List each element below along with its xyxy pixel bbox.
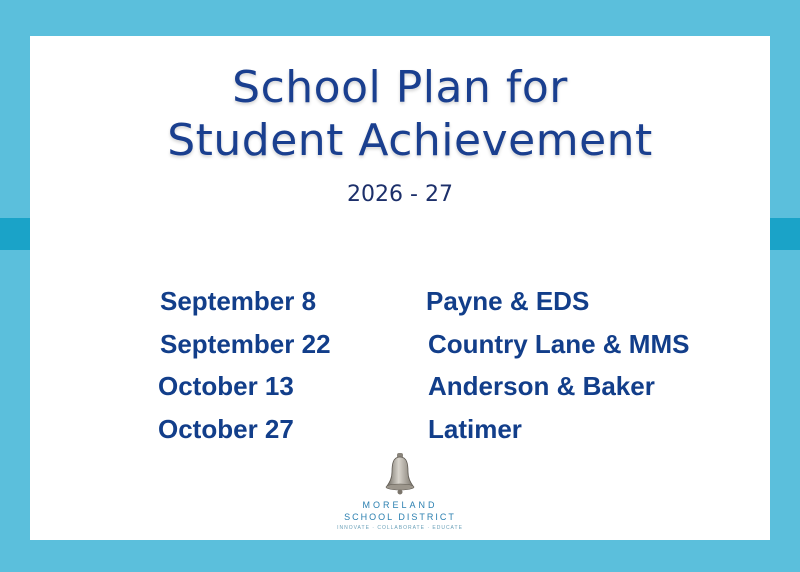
schedule-schools: Country Lane & MMS	[428, 329, 690, 359]
district-logo	[330, 452, 470, 542]
logo-name-line-2: SCHOOL DISTRICT	[344, 512, 456, 522]
schedule-row	[0, 371, 800, 407]
logo-name-line-1: MORELAND	[362, 500, 438, 510]
schedule-schools: Anderson & Baker	[428, 371, 655, 401]
schedule-date: October 13	[158, 371, 294, 401]
schedule-row	[0, 286, 800, 322]
school-year: 2026 - 27	[347, 182, 453, 207]
schedule-row	[0, 414, 800, 450]
title-line-1: School Plan for	[232, 62, 568, 113]
title-line-2: Student Achievement	[167, 115, 653, 166]
schedule-schools: Payne & EDS	[426, 286, 590, 316]
schedule-schools: Latimer	[428, 414, 522, 444]
schedule-date: September 8	[160, 286, 317, 316]
schedule-date: September 22	[160, 329, 331, 359]
schedule-row	[0, 329, 800, 365]
bell-icon	[384, 452, 416, 496]
schedule-date: October 27	[158, 414, 294, 444]
logo-tagline: INNOVATE · COLLABORATE · EDUCATE	[337, 525, 463, 531]
